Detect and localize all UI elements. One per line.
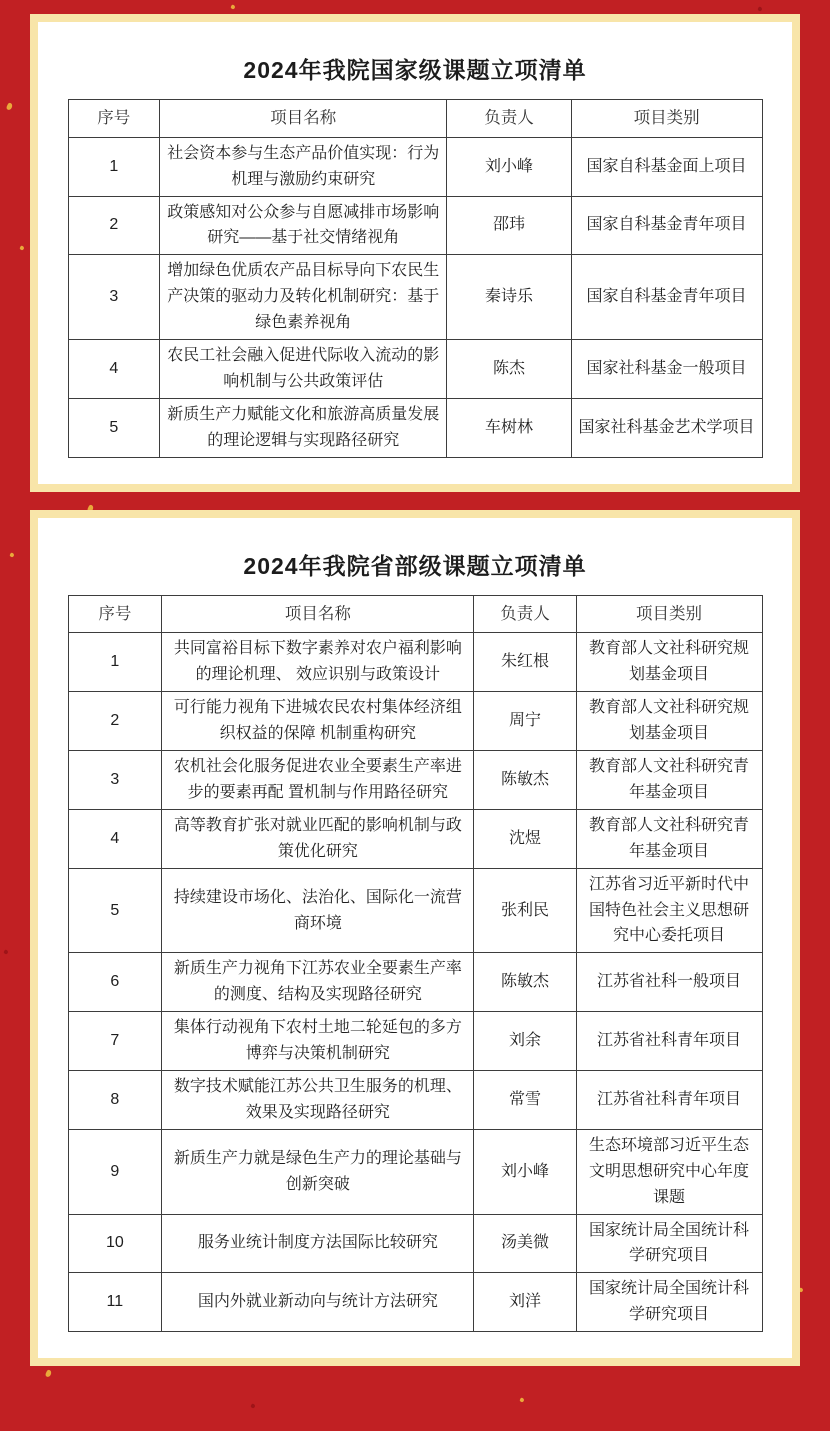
row-number: 11 bbox=[68, 1273, 162, 1332]
row-number: 4 bbox=[68, 340, 160, 399]
leader-name: 陈敏杰 bbox=[474, 751, 576, 810]
project-name: 社会资本参与生态产品价值实现：行为机理与激励约束研究 bbox=[160, 137, 447, 196]
project-category: 教育部人文社科研究规划基金项目 bbox=[576, 633, 762, 692]
decor-speck bbox=[19, 245, 24, 250]
table-row bbox=[68, 868, 762, 953]
column-header: 序号 bbox=[68, 595, 162, 633]
table-row bbox=[68, 751, 762, 810]
project-name: 增加绿色优质农产品目标导向下农民生产决策的驱动力及转化机制研究：基于绿色素养视角 bbox=[160, 255, 447, 340]
column-header: 项目类别 bbox=[571, 100, 762, 138]
project-category: 生态环境部习近平生态文明思想研究中心年度课题 bbox=[576, 1129, 762, 1214]
decor-speck bbox=[230, 4, 235, 9]
project-name: 服务业统计制度方法国际比较研究 bbox=[162, 1214, 474, 1273]
provincial-projects-title: 2024年我院省部级课题立项清单 bbox=[243, 552, 587, 579]
project-category: 江苏省习近平新时代中国特色社会主义思想研究中心委托项目 bbox=[576, 868, 762, 953]
leader-name: 朱红根 bbox=[474, 633, 576, 692]
project-category: 江苏省社科青年项目 bbox=[576, 1071, 762, 1130]
column-header: 项目名称 bbox=[162, 595, 474, 633]
row-number: 6 bbox=[68, 953, 162, 1012]
leader-name: 常雪 bbox=[474, 1071, 576, 1130]
header-row bbox=[68, 595, 762, 633]
project-category: 国家统计局全国统计科学研究项目 bbox=[576, 1273, 762, 1332]
project-name: 新质生产力赋能文化和旅游高质量发展的理论逻辑与实现路径研究 bbox=[160, 398, 447, 457]
project-name: 农民工社会融入促进代际收入流动的影响机制与公共政策评估 bbox=[160, 340, 447, 399]
leader-name: 陈敏杰 bbox=[474, 953, 576, 1012]
row-number: 10 bbox=[68, 1214, 162, 1273]
national-projects-title: 2024年我院国家级课题立项清单 bbox=[243, 57, 587, 83]
leader-name: 汤美微 bbox=[474, 1214, 576, 1273]
row-number: 3 bbox=[68, 255, 160, 340]
leader-name: 邵玮 bbox=[447, 196, 571, 255]
table-row bbox=[68, 1012, 762, 1071]
project-category: 江苏省社科青年项目 bbox=[576, 1012, 762, 1071]
row-number: 1 bbox=[68, 137, 160, 196]
project-category: 国家社科基金艺术学项目 bbox=[571, 398, 762, 457]
project-name: 持续建设市场化、法治化、国际化一流营商环境 bbox=[162, 868, 474, 953]
project-category: 江苏省社科一般项目 bbox=[576, 953, 762, 1012]
project-category: 国家自科基金青年项目 bbox=[571, 255, 762, 340]
leader-name: 张利民 bbox=[474, 868, 576, 953]
project-name: 集体行动视角下农村土地二轮延包的多方博弈与决策机制研究 bbox=[162, 1012, 474, 1071]
row-number: 1 bbox=[68, 633, 162, 692]
row-number: 9 bbox=[68, 1129, 162, 1214]
table-row bbox=[68, 1129, 762, 1214]
decor-speck bbox=[45, 1369, 52, 1377]
project-category: 国家社科基金一般项目 bbox=[571, 340, 762, 399]
table-row bbox=[68, 633, 762, 692]
decor-speck bbox=[757, 6, 762, 11]
project-name: 数字技术赋能江苏公共卫生服务的机理、效果及实现路径研究 bbox=[162, 1071, 474, 1130]
leader-name: 周宁 bbox=[474, 692, 576, 751]
leader-name: 沈煜 bbox=[474, 809, 576, 868]
decor-speck bbox=[519, 1397, 524, 1402]
table-row bbox=[68, 398, 762, 457]
table-row bbox=[68, 809, 762, 868]
project-name: 共同富裕目标下数字素养对农户福利影响的理论机理、 效应识别与政策设计 bbox=[162, 633, 474, 692]
table-row bbox=[68, 137, 762, 196]
row-number: 7 bbox=[68, 1012, 162, 1071]
leader-name: 陈杰 bbox=[447, 340, 571, 399]
decor-speck bbox=[9, 552, 14, 557]
table-row bbox=[68, 1273, 762, 1332]
project-name: 高等教育扩张对就业匹配的影响机制与政策优化研究 bbox=[162, 809, 474, 868]
provincial-projects-card bbox=[30, 510, 800, 1366]
table-row bbox=[68, 1214, 762, 1273]
leader-name: 刘洋 bbox=[474, 1273, 576, 1332]
column-header: 项目名称 bbox=[160, 100, 447, 138]
table-row bbox=[68, 340, 762, 399]
column-header: 负责人 bbox=[447, 100, 571, 138]
project-name: 新质生产力视角下江苏农业全要素生产率的测度、结构及实现路径研究 bbox=[162, 953, 474, 1012]
row-number: 4 bbox=[68, 809, 162, 868]
project-category: 国家自科基金青年项目 bbox=[571, 196, 762, 255]
national-projects-table bbox=[68, 99, 763, 458]
leader-name: 秦诗乐 bbox=[447, 255, 571, 340]
leader-name: 刘小峰 bbox=[447, 137, 571, 196]
row-number: 2 bbox=[68, 692, 162, 751]
column-header: 项目类别 bbox=[576, 595, 762, 633]
decor-speck bbox=[250, 1403, 255, 1408]
row-number: 3 bbox=[68, 751, 162, 810]
column-header: 序号 bbox=[68, 100, 160, 138]
project-name: 可行能力视角下进城农民农村集体经济组织权益的保障 机制重构研究 bbox=[162, 692, 474, 751]
decor-speck bbox=[3, 949, 8, 954]
row-number: 8 bbox=[68, 1071, 162, 1130]
row-number: 2 bbox=[68, 196, 160, 255]
row-number: 5 bbox=[68, 868, 162, 953]
project-name: 政策感知对公众参与自愿减排市场影响研究——基于社交情绪视角 bbox=[160, 196, 447, 255]
project-name: 新质生产力就是绿色生产力的理论基础与创新突破 bbox=[162, 1129, 474, 1214]
project-category: 教育部人文社科研究规划基金项目 bbox=[576, 692, 762, 751]
table-row bbox=[68, 953, 762, 1012]
leader-name: 刘余 bbox=[474, 1012, 576, 1071]
column-header: 负责人 bbox=[474, 595, 576, 633]
project-category: 教育部人文社科研究青年基金项目 bbox=[576, 809, 762, 868]
project-category: 教育部人文社科研究青年基金项目 bbox=[576, 751, 762, 810]
table-row bbox=[68, 1071, 762, 1130]
leader-name: 刘小峰 bbox=[474, 1129, 576, 1214]
decor-speck bbox=[6, 102, 13, 110]
leader-name: 车树林 bbox=[447, 398, 571, 457]
project-name: 农机社会化服务促进农业全要素生产率进步的要素再配 置机制与作用路径研究 bbox=[162, 751, 474, 810]
table-row bbox=[68, 692, 762, 751]
project-category: 国家统计局全国统计科学研究项目 bbox=[576, 1214, 762, 1273]
national-projects-card bbox=[30, 14, 800, 492]
project-name: 国内外就业新动向与统计方法研究 bbox=[162, 1273, 474, 1332]
project-category: 国家自科基金面上项目 bbox=[571, 137, 762, 196]
table-row bbox=[68, 255, 762, 340]
row-number: 5 bbox=[68, 398, 160, 457]
provincial-projects-table bbox=[68, 595, 763, 1332]
table-row bbox=[68, 196, 762, 255]
header-row bbox=[68, 100, 762, 138]
